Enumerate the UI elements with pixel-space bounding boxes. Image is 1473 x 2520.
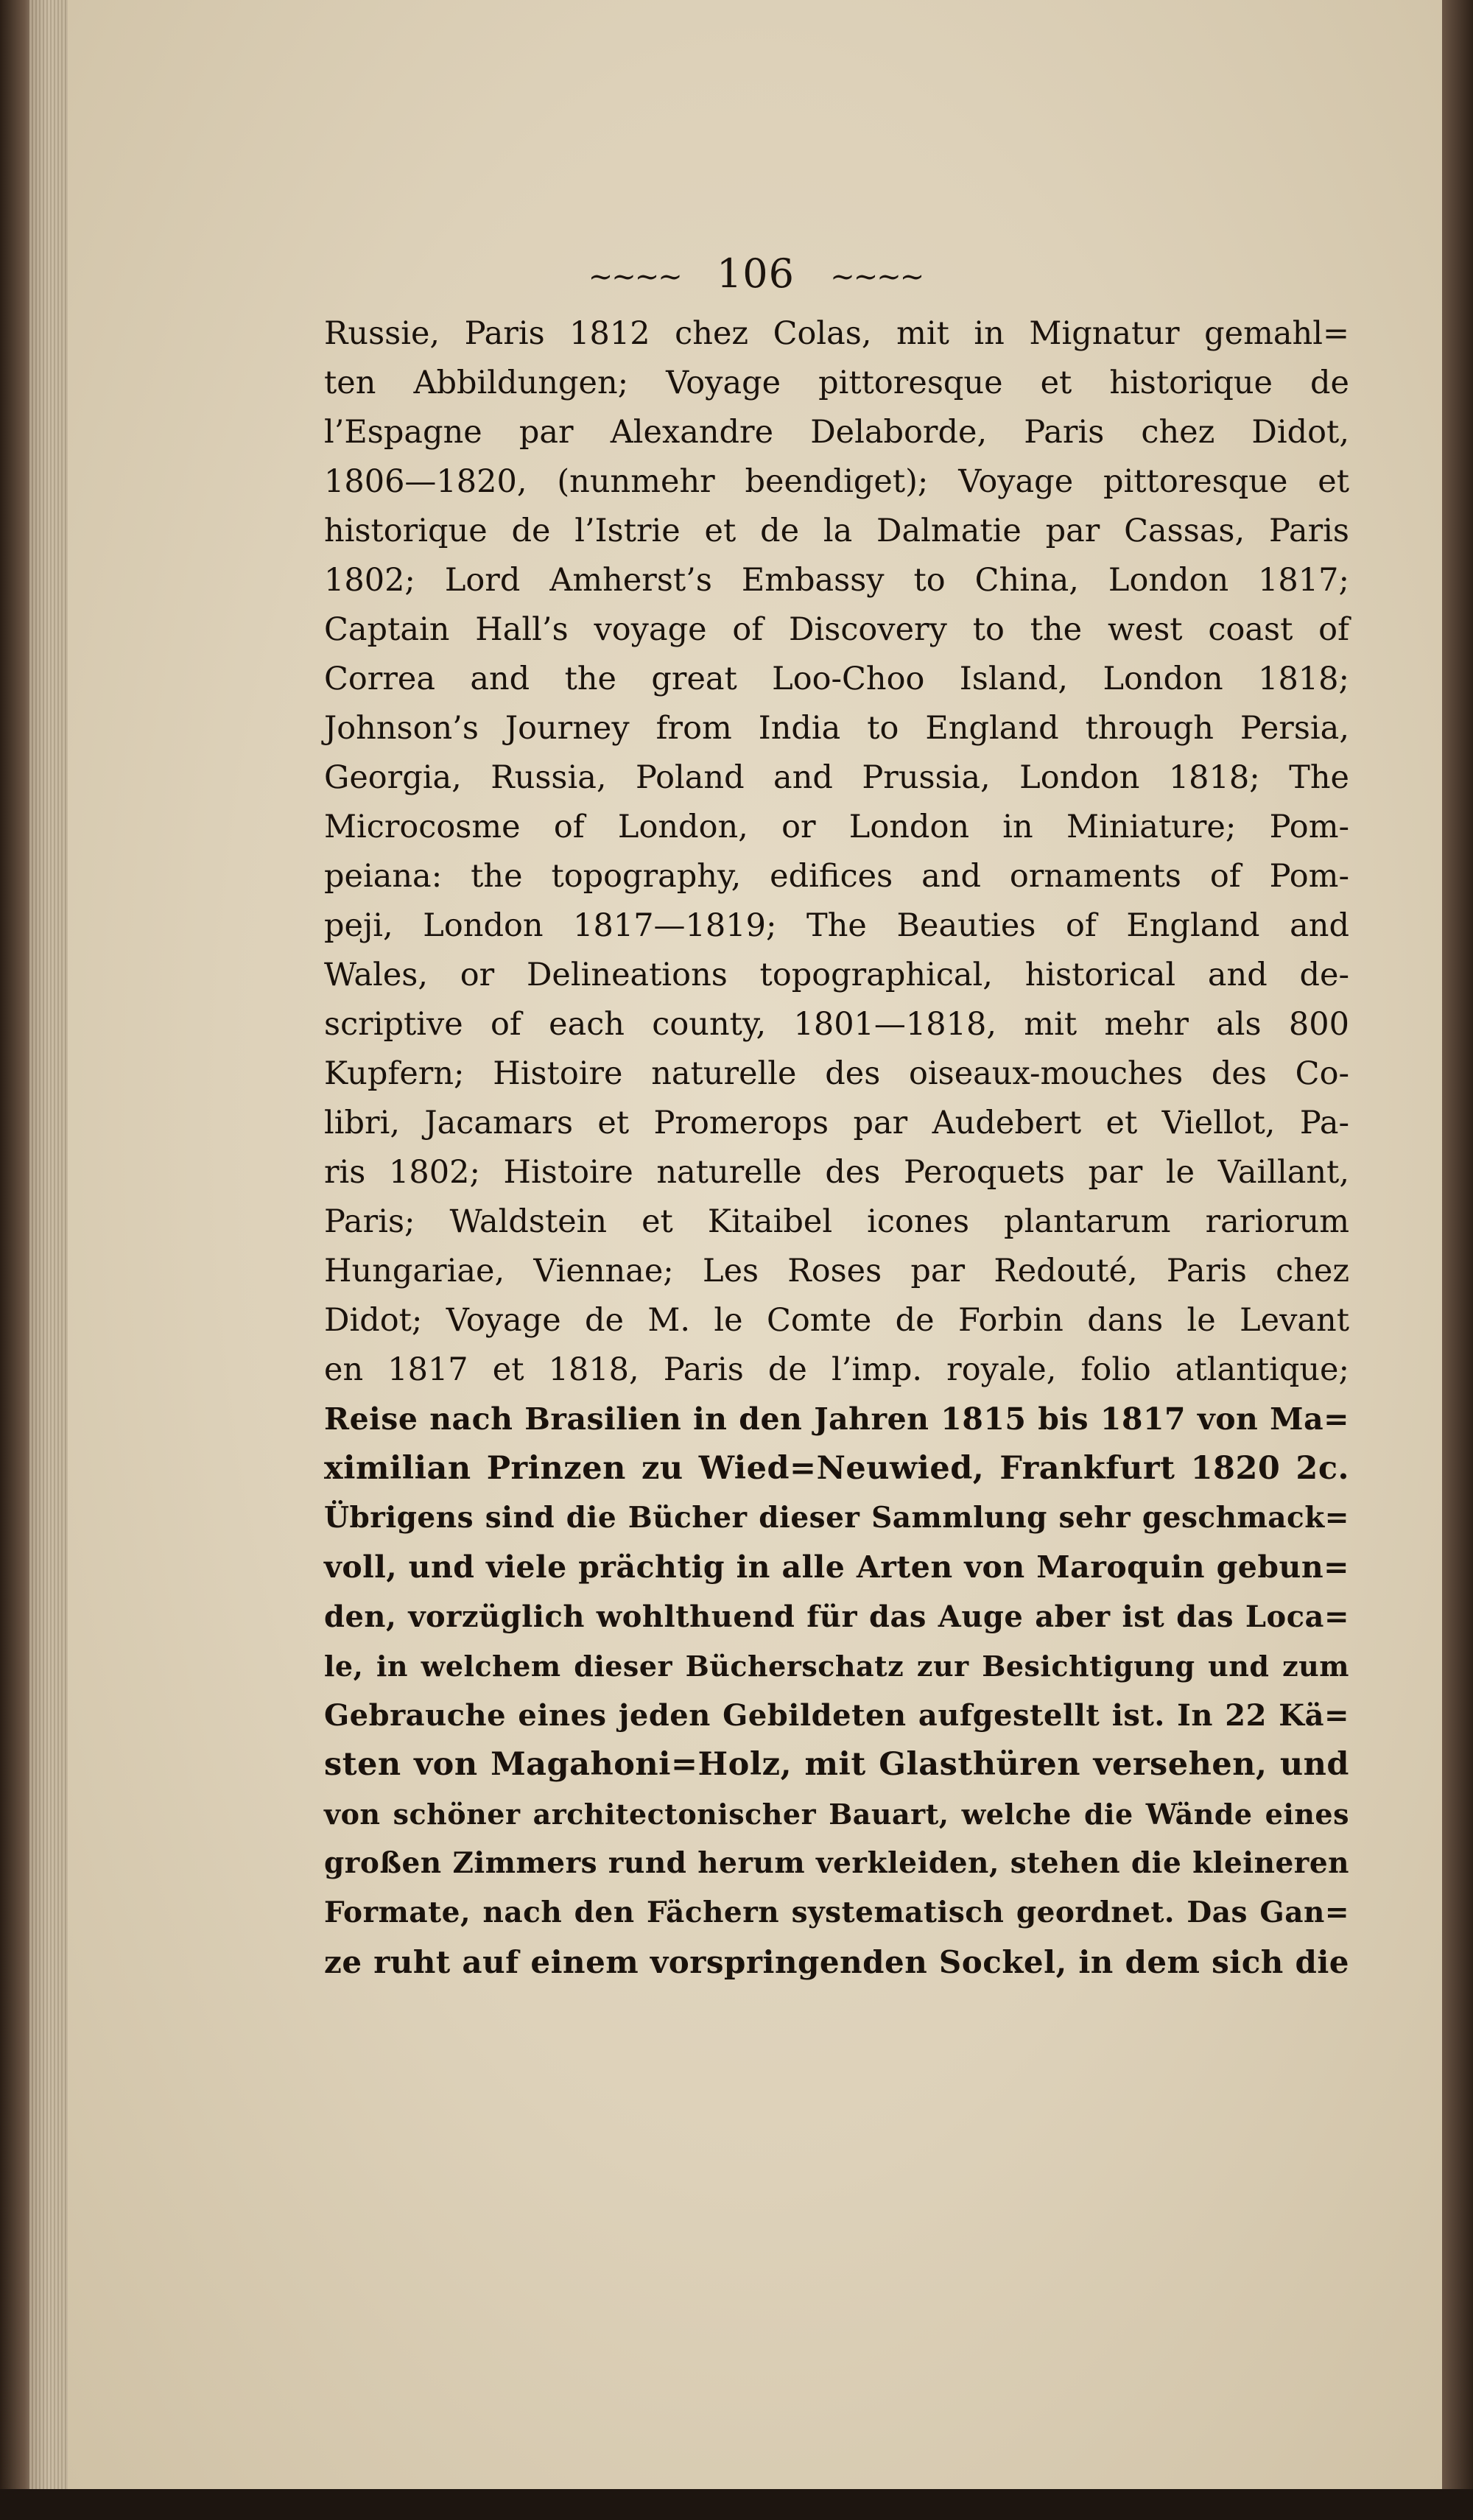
text-line: 1806—1820, (nunmehr beendiget); Voyage pittoresque et: [324, 463, 1349, 500]
text-line: Microcosme of London, or London in Miniature; Pom-: [324, 809, 1349, 845]
text-line: sten von Magahoni=Holz, mit Glasthüren versehen, und: [324, 1746, 1349, 1783]
ornament-left-icon: ~~~~: [588, 260, 681, 294]
text-line: 1802; Lord Amherst’s Embassy to China, London 1817;: [324, 562, 1349, 599]
text-line: Kupfern; Histoire naturelle des oiseaux-mouches des Co-: [324, 1055, 1349, 1092]
text-line: von schöner architectonischer Bauart, welche die Wände eines: [324, 1798, 1349, 1831]
text-line: Übrigens sind die Bücher dieser Sammlung sehr geschmack=: [324, 1501, 1349, 1535]
page-stack-edge: [29, 0, 74, 2520]
text-line: Russie, Paris 1812 chez Colas, mit in Mignatur gemahl=: [324, 315, 1349, 352]
text-line: scriptive of each county, 1801—1818, mit mehr als 800: [324, 1006, 1349, 1043]
text-line: den, vorzüglich wohlthuend für das Auge aber ist das Loca=: [324, 1599, 1349, 1634]
book-bottom-edge: [0, 2489, 1473, 2520]
text-line: peiana: the topography, edifices and ornaments of Pom-: [324, 858, 1349, 895]
text-line: Captain Hall’s voyage of Discovery to the west coast of: [324, 611, 1349, 648]
ornament-right-icon: ~~~~: [830, 260, 924, 294]
text-line: Johnson’s Journey from India to England through Persia,: [324, 710, 1349, 747]
text-line: Reise nach Brasilien in den Jahren 1815 bis 1817 von Ma=: [324, 1401, 1349, 1437]
text-line: voll, und viele prächtig in alle Arten von Maroquin gebun=: [324, 1549, 1349, 1585]
text-line: großen Zimmers rund herum verkleiden, stehen die kleineren: [324, 1846, 1349, 1880]
text-line: ze ruht auf einem vorspringenden Sockel, in dem sich die: [324, 1944, 1349, 1980]
text-line: Wales, or Delineations topographical, historical and de-: [324, 957, 1349, 993]
text-line: en 1817 et 1818, Paris de l’imp. royale, folio atlantique;: [324, 1351, 1349, 1388]
text-line: Paris; Waldstein et Kitaibel icones plantarum rariorum: [324, 1203, 1349, 1240]
page-number: 106: [716, 250, 795, 297]
text-line: ten Abbildungen; Voyage pittoresque et historique de: [324, 365, 1349, 401]
book-right-edge: [1442, 0, 1473, 2520]
text-line: Formate, nach den Fächern systematisch geordnet. Das Gan=: [324, 1896, 1349, 1929]
text-line: peji, London 1817—1819; The Beauties of England and: [324, 907, 1349, 944]
text-line: ris 1802; Histoire naturelle des Peroquets par le Vaillant,: [324, 1154, 1349, 1191]
page-header: [68, 250, 1444, 297]
text-line: Hungariae, Viennae; Les Roses par Redouté, Paris chez: [324, 1253, 1349, 1289]
text-line: Gebrauche eines jeden Gebildeten aufgestellt ist. In 22 Kä=: [324, 1698, 1349, 1733]
text-line: ximilian Prinzen zu Wied=Neuwied, Frankfurt 1820 2c.: [324, 1450, 1349, 1487]
text-line: libri, Jacamars et Promerops par Audebert et Viellot, Pa-: [324, 1105, 1349, 1141]
text-line: l’Espagne par Alexandre Delaborde, Paris chez Didot,: [324, 414, 1349, 451]
text-line: historique de l’Istrie et de la Dalmatie par Cassas, Paris: [324, 513, 1349, 549]
text-line: Correa and the great Loo-Choo Island, London 1818;: [324, 661, 1349, 697]
text-line: Georgia, Russia, Poland and Prussia, London 1818; The: [324, 759, 1349, 796]
text-line: le, in welchem dieser Bücherschatz zur Besichtigung und zum: [324, 1650, 1349, 1683]
body-text: [324, 309, 1349, 1987]
text-line: Didot; Voyage de M. le Comte de Forbin dans le Levant: [324, 1302, 1349, 1339]
